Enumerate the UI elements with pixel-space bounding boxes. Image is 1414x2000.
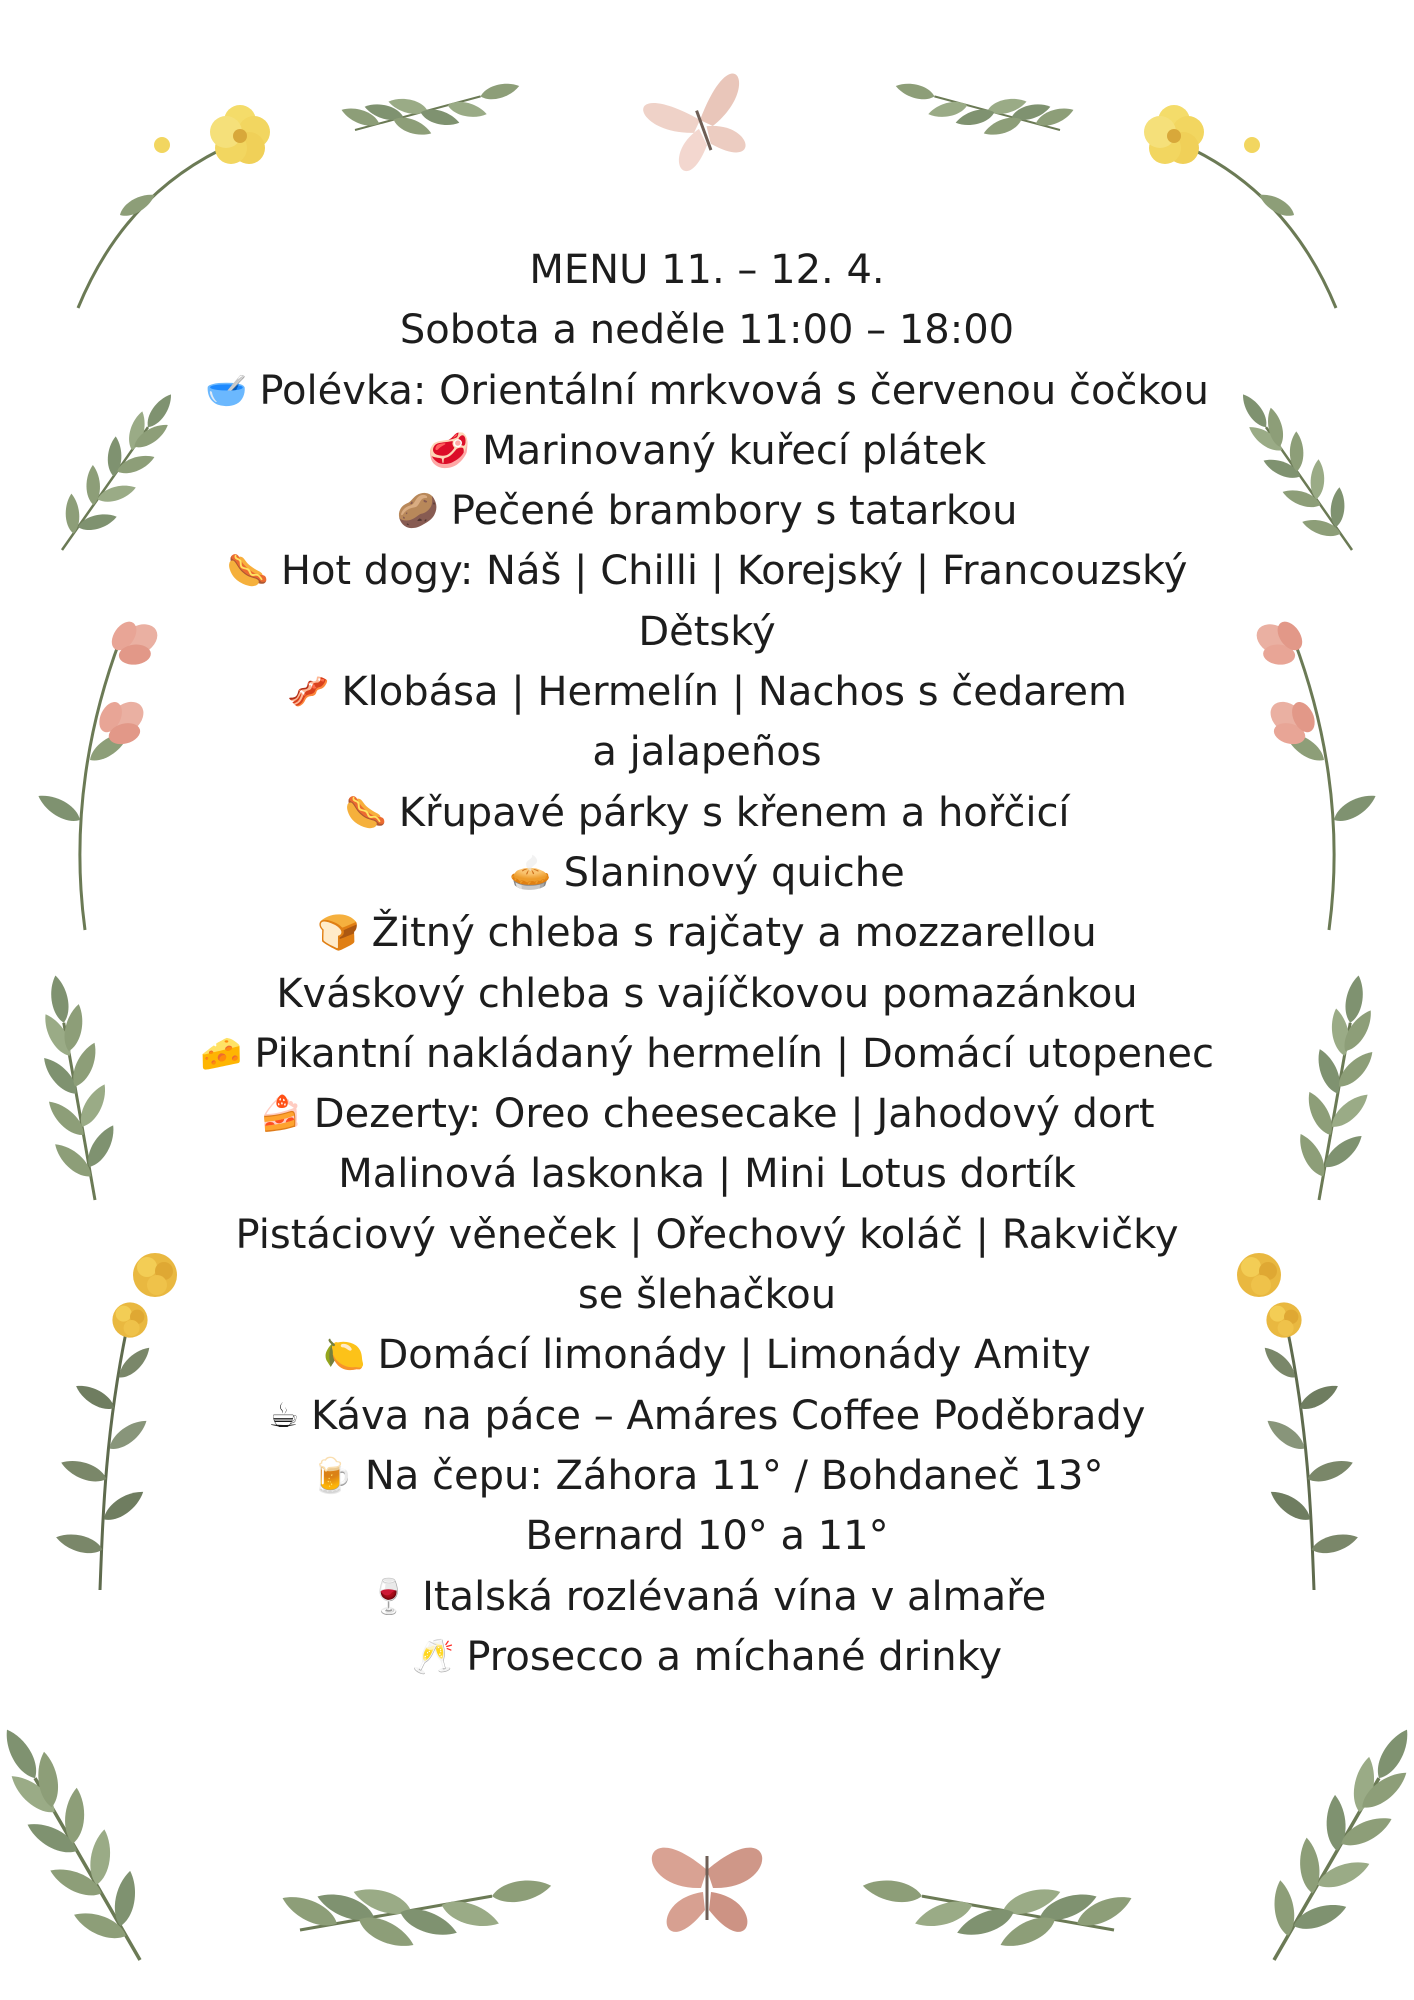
meat-icon: 🥩 bbox=[427, 430, 471, 471]
menu-content bbox=[0, 240, 1414, 1687]
cake-icon: 🍰 bbox=[259, 1094, 302, 1135]
potato-icon: 🥔 bbox=[396, 491, 439, 532]
menu-line bbox=[0, 602, 1414, 662]
menu-line bbox=[0, 1084, 1414, 1144]
menu-line-text: Klobása | Hermelín | Nachos s čedarem bbox=[341, 669, 1127, 716]
cheese-icon: 🧀 bbox=[200, 1033, 243, 1074]
menu-line-text: Křupavé párky s křenem a hořčicí bbox=[398, 789, 1070, 836]
menu-line bbox=[0, 541, 1414, 601]
menu-line-text: Kváskový chleba s vajíčkovou pomazánkou bbox=[276, 970, 1138, 1017]
menu-line-text: Pikantní nakládaný hermelín | Domácí utopenec bbox=[254, 1030, 1214, 1077]
menu-line bbox=[0, 1567, 1414, 1627]
menu-line-text: Bernard 10° a 11° bbox=[525, 1513, 889, 1560]
menu-line-text: Italská rozlévaná vína v almaře bbox=[422, 1573, 1047, 1620]
menu-line bbox=[0, 1325, 1414, 1385]
menu-line-text: Pistáciový věneček | Ořechový koláč | Rakvičky bbox=[235, 1211, 1179, 1258]
menu-line-text: a jalapeños bbox=[592, 729, 822, 776]
opening-hours: Sobota a neděle 11:00 – 18:00 bbox=[399, 307, 1015, 354]
hot-dog-icon: 🌭 bbox=[226, 551, 269, 592]
menu-line bbox=[0, 1386, 1414, 1446]
menu-line-text: Káva na páce – Amáres Coffee Poděbrady bbox=[310, 1392, 1146, 1439]
coffee-icon: ☕ bbox=[268, 1395, 299, 1436]
menu-line-text: Prosecco a míchané drinky bbox=[466, 1633, 1002, 1680]
menu-line bbox=[0, 481, 1414, 541]
menu-line-text: Dezerty: Oreo cheesecake | Jahodový dort bbox=[313, 1091, 1155, 1138]
menu-line-text: Domácí limonády | Limonády Amity bbox=[377, 1332, 1091, 1379]
menu-line bbox=[0, 421, 1414, 481]
menu-line bbox=[0, 1627, 1414, 1687]
menu-line bbox=[0, 361, 1414, 421]
menu-line bbox=[0, 1144, 1414, 1204]
menu-line-text: Slaninový quiche bbox=[563, 849, 905, 896]
wine-glass-icon: 🍷 bbox=[367, 1576, 411, 1617]
menu-line-text: Dětský bbox=[638, 608, 776, 655]
menu-line bbox=[0, 843, 1414, 903]
menu-line bbox=[0, 783, 1414, 843]
pie-icon: 🥧 bbox=[509, 852, 552, 893]
bread-icon: 🍞 bbox=[317, 913, 360, 954]
soup-bowl-icon: 🥣 bbox=[205, 370, 248, 411]
menu-line bbox=[0, 1506, 1414, 1566]
menu-line-text: Na čepu: Záhora 11° / Bohdaneč 13° bbox=[364, 1452, 1104, 1499]
menu-line-text: Malinová laskonka | Mini Lotus dortík bbox=[338, 1151, 1076, 1198]
menu-line bbox=[0, 1205, 1414, 1265]
menu-line bbox=[0, 1024, 1414, 1084]
menu-line bbox=[0, 964, 1414, 1024]
hot-dog-icon: 🌭 bbox=[344, 792, 387, 833]
menu-line bbox=[0, 1265, 1414, 1325]
lemon-icon: 🍋 bbox=[323, 1335, 366, 1376]
menu-items bbox=[0, 361, 1414, 1688]
menu-line bbox=[0, 1446, 1414, 1506]
menu-title: MENU 11. – 12. 4. bbox=[529, 247, 885, 293]
menu-line-text: Pečené brambory s tatarkou bbox=[450, 488, 1018, 535]
bacon-icon: 🥓 bbox=[287, 672, 330, 713]
menu-line bbox=[0, 903, 1414, 963]
menu-line-text: Hot dogy: Náš | Chilli | Korejský | Francouzský bbox=[280, 548, 1188, 595]
menu-line-text: Žitný chleba s rajčaty a mozzarellou bbox=[371, 910, 1097, 957]
menu-line-text: Marinovaný kuřecí plátek bbox=[482, 427, 987, 474]
champagne-icon: 🥂 bbox=[412, 1636, 455, 1677]
menu-line bbox=[0, 662, 1414, 722]
menu-line-text: Polévka: Orientální mrkvová s červenou čočkou bbox=[259, 367, 1209, 414]
menu-line-text: se šlehačkou bbox=[577, 1272, 837, 1319]
beer-icon: 🍺 bbox=[310, 1455, 353, 1496]
menu-line bbox=[0, 722, 1414, 782]
